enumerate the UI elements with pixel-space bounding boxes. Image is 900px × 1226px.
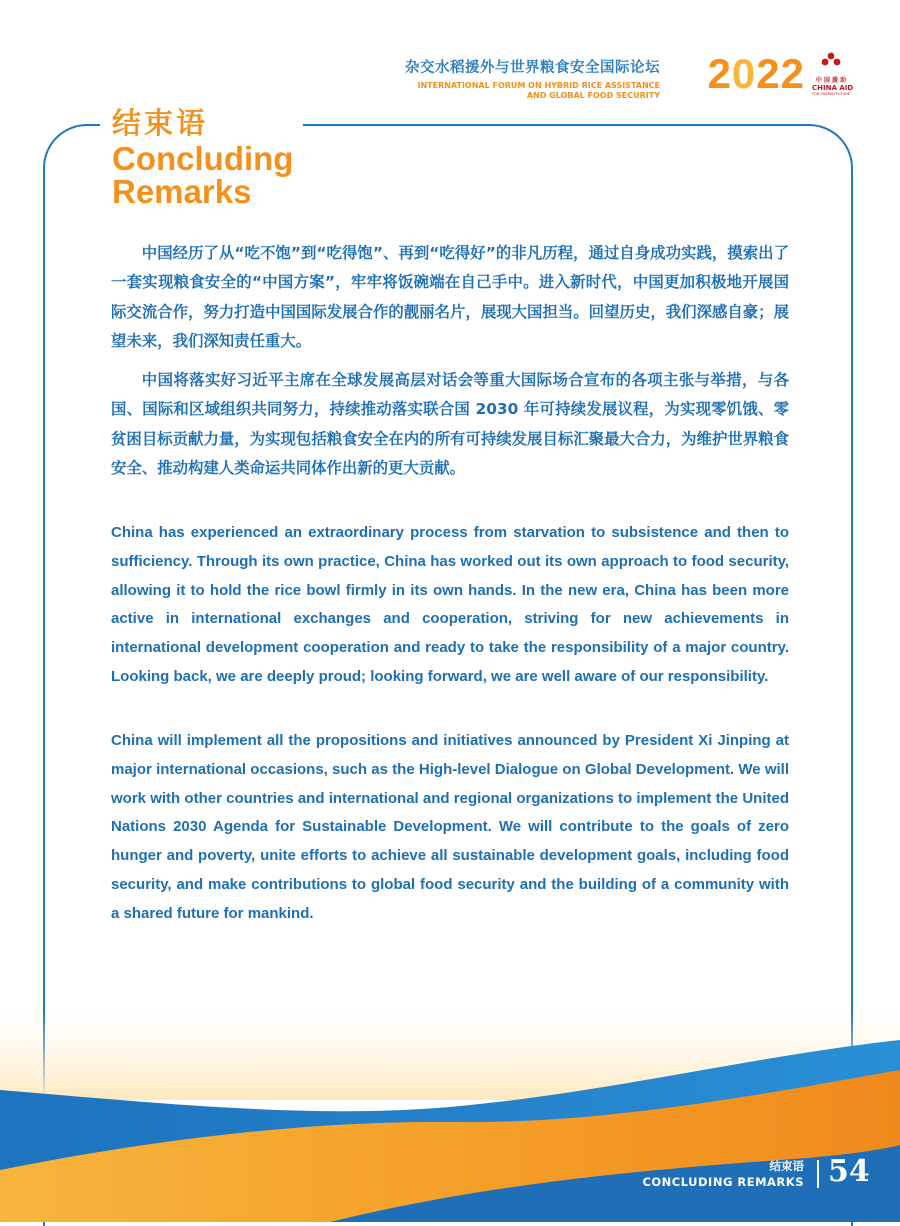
china-aid-emblem-icon xyxy=(820,52,842,68)
china-aid-en: CHINA AID xyxy=(812,84,854,92)
section-title-zh: 结束语 xyxy=(112,106,209,140)
year-logo xyxy=(708,50,805,98)
footer-divider xyxy=(817,1160,819,1188)
footer-section-en: CONCLUDING REMARKS xyxy=(642,1175,804,1189)
china-aid-cn: 中 国 援 助 xyxy=(815,77,847,84)
page-header xyxy=(250,50,854,100)
rice-grain-zero: 0 xyxy=(731,50,757,97)
year-digit-rest: 22 xyxy=(756,50,805,97)
page-number: 54 xyxy=(828,1154,870,1189)
section-title-en-line1: Concluding xyxy=(112,140,294,177)
footer-section-label xyxy=(642,1158,804,1190)
cn-paragraph: 中国将落实好习近平主席在全球发展高层对话会等重大国际场合宣布的各项主张与举措，与各国、国际和区域组织共同努力，持续推动落实联合国 2030 年可持续发展议程，为实现零饥饿、零贫困目标贡献力量，为实现包括粮食安全在内的所有可持续发展目标汇聚最大合力，为维护世界粮食安全、推动构建人类命运共同体作出新的更大贡献。 xyxy=(111,371,789,477)
china-aid-tagline: FOR SHARED FUTURE xyxy=(812,92,850,96)
cn-paragraph: 中国经历了从“吃不饱”到“吃得饱”、再到“吃得好”的非凡历程，通过自身成功实践，摸索出了一套实现粮食安全的“中国方案”，牢牢将饭碗端在自己手中。进入新时代，中国更加积极地开展国际交流合作，努力打造中国国际发展合作的靓丽名片，展现大国担当。回望历史，我们深感自豪；展望未来，我们深知责任重大。 xyxy=(111,244,789,350)
forum-title xyxy=(280,56,660,101)
forum-title-en-line2: AND GLOBAL FOOD SECURITY xyxy=(526,91,660,100)
forum-title-en-line1: INTERNATIONAL FORUM ON HYBRID RICE ASSISTANCE xyxy=(417,81,660,90)
china-aid-logo xyxy=(812,52,854,96)
footer-wave-decoration xyxy=(0,1010,900,1222)
section-title-en-line2: Remarks xyxy=(112,173,252,210)
en-paragraph: China will implement all the propositions and initiatives announced by President Xi Jinping at major international occasions, such as the High-level Dialogue on Global Development. We will work with other countries and international and regional organizations to implement the United Nations 2030 Agenda for Sustainable Development. We will contribute to the goals of zero hunger and poverty, unite efforts to achieve all sustainable development goals, including food security, and make contributions to global food security and the building of a community with a shared future for mankind. xyxy=(111,732,789,922)
section-title xyxy=(100,104,303,214)
forum-title-zh: 杂交水稻援外与世界粮食安全国际论坛 xyxy=(405,60,660,76)
footer-section-zh: 结束语 xyxy=(769,1159,804,1173)
year-digit-1: 2 xyxy=(707,50,732,97)
en-paragraph: China has experienced an extraordinary process from starvation to subsistence and then to sufficiency. Through its own practice, China has worked out its own approach to food security, allowing it to hold the rice bowl firmly in its own hands. In the new era, China has been more active in international exchanges and cooperation, striving for new achievements in international development cooperation and ready to take the responsibility of a major country. Looking back, we are deeply proud; looking forward, we are well aware of our responsibility. xyxy=(111,524,789,685)
